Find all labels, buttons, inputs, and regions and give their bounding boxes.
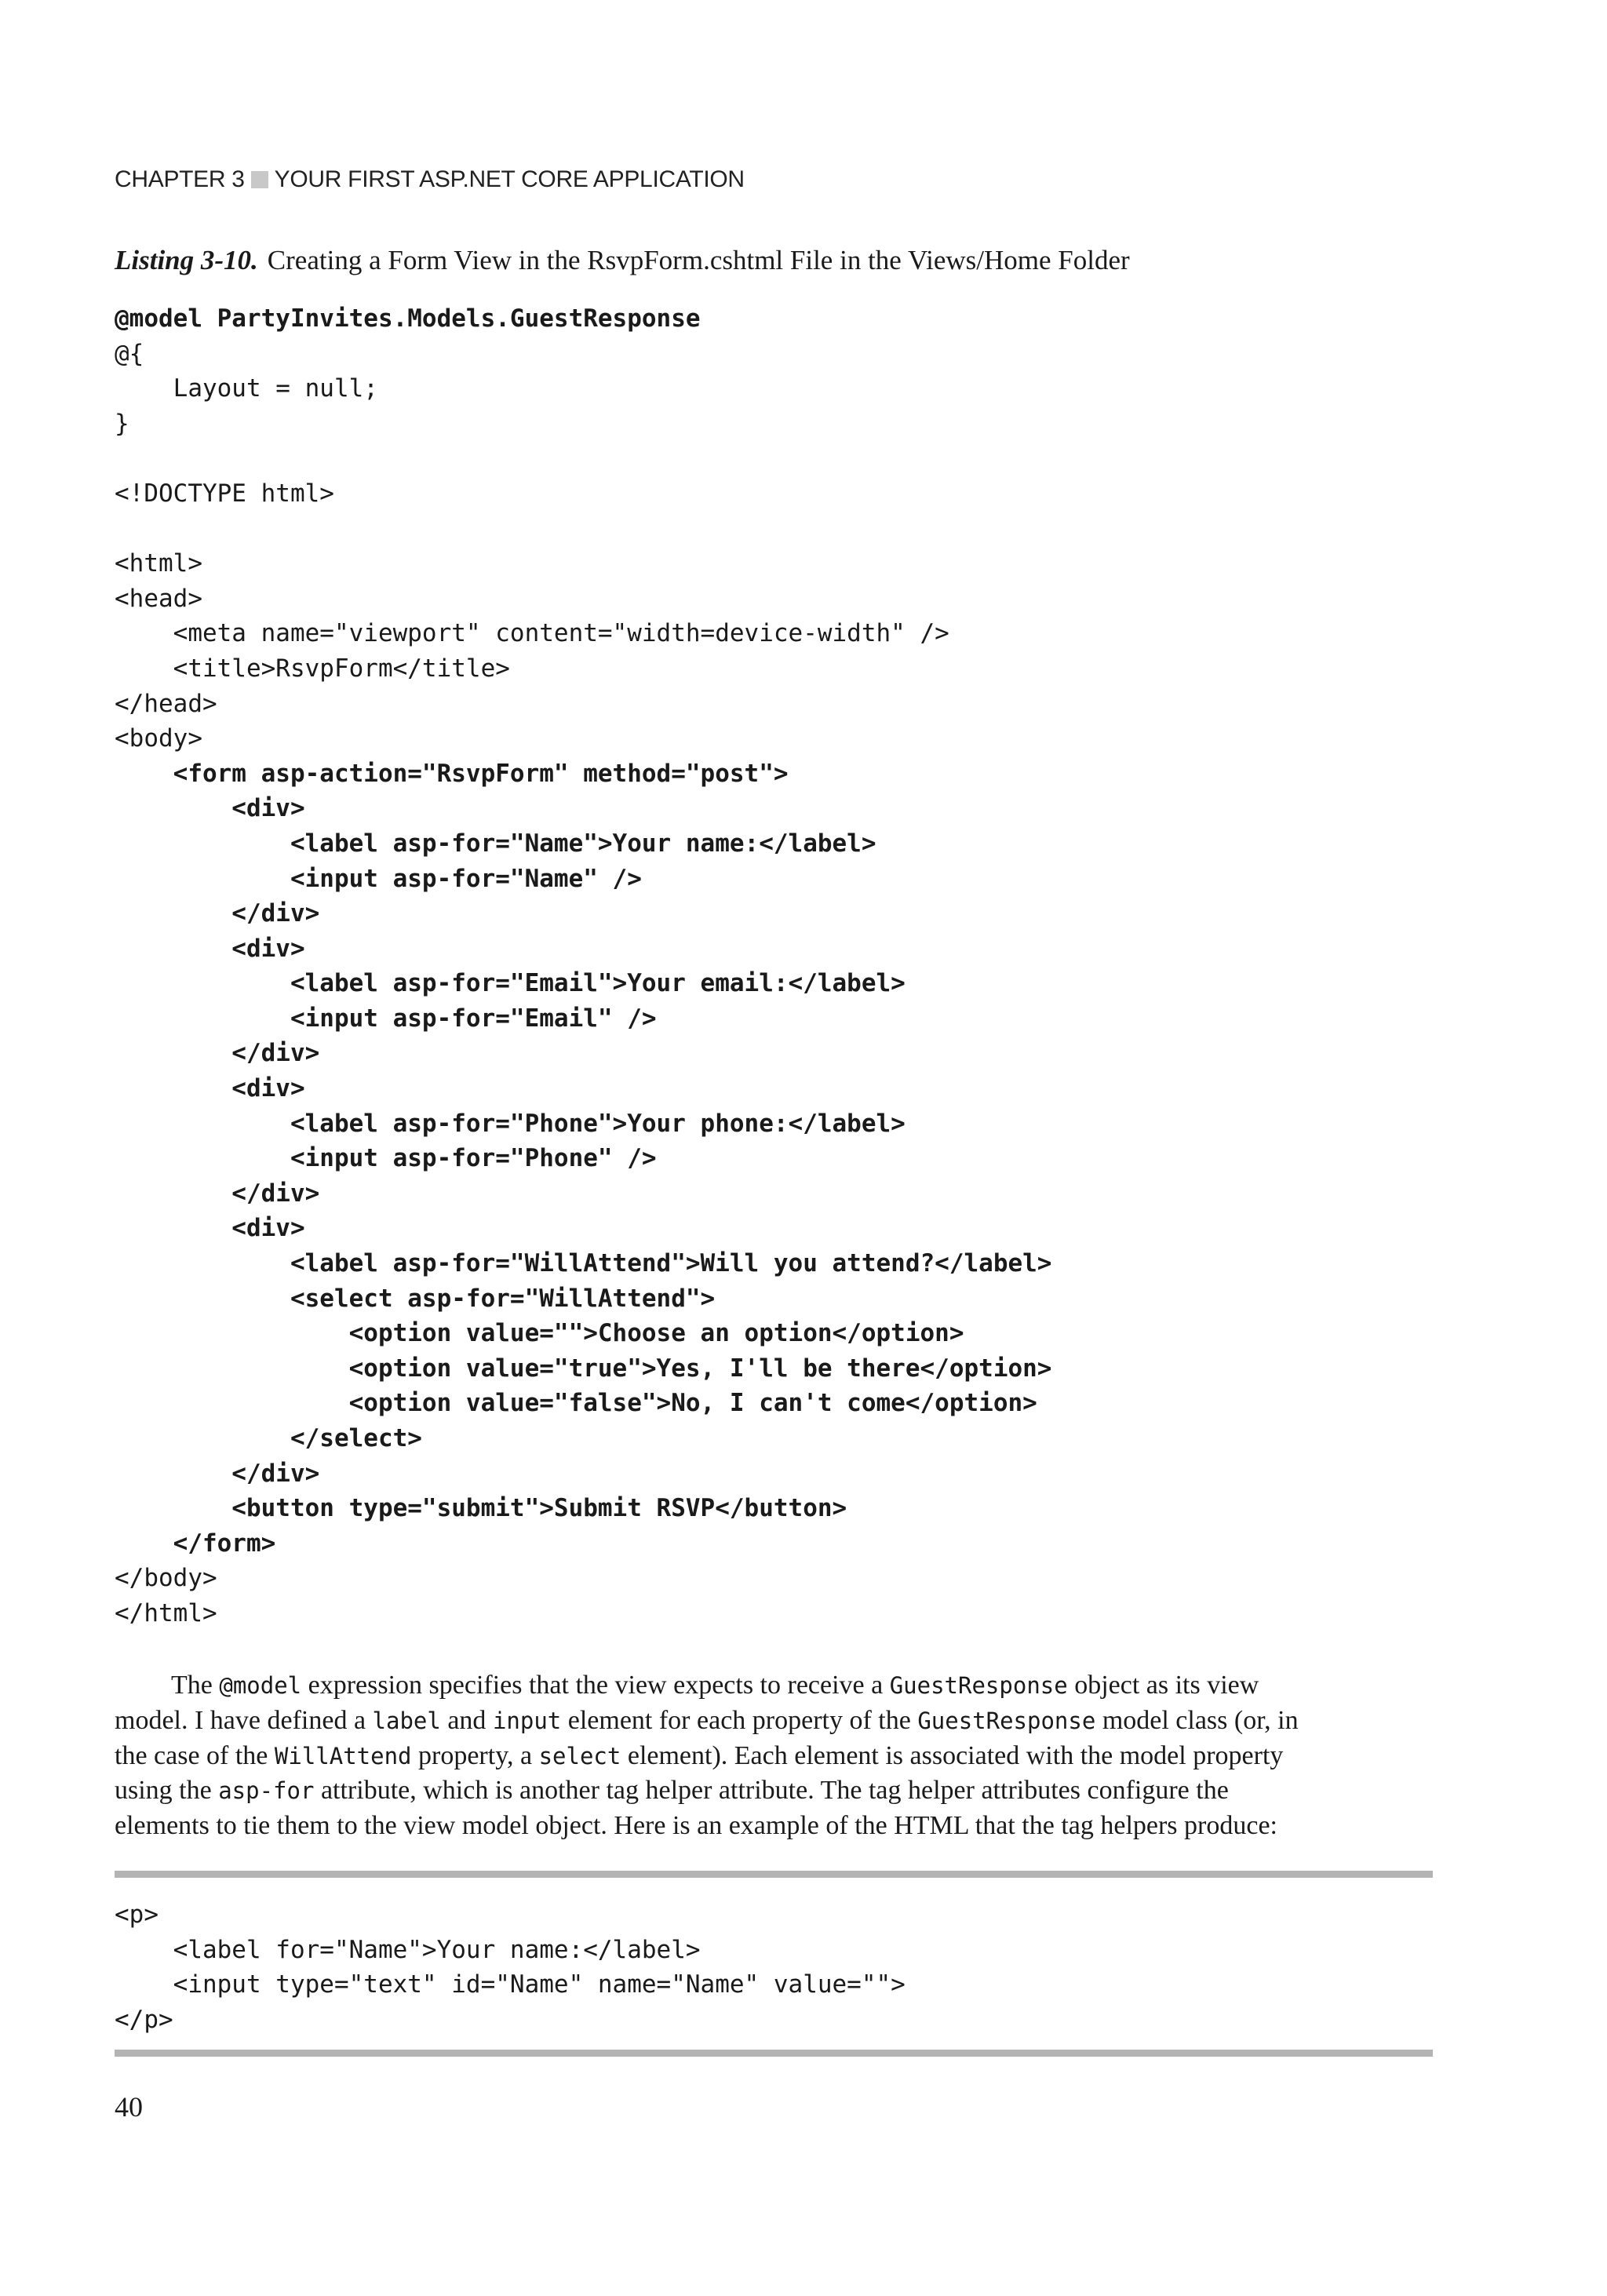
code-line: <option value="">Choose an option</option>	[115, 1319, 964, 1348]
running-head	[115, 166, 745, 193]
code-line: </div>	[115, 1179, 320, 1208]
code-line: </div>	[115, 1459, 320, 1488]
example-code-line: <input type="text" id="Name" name="Name" value="">	[115, 1970, 906, 1999]
code-line: @{	[115, 339, 144, 368]
code-line: <button type="submit">Submit RSVP</button>	[115, 1494, 847, 1523]
code-line: </head>	[115, 689, 217, 718]
page-number: 40	[115, 2091, 143, 2123]
listing-caption-text: Creating a Form View in the RsvpForm.cshtml File in the Views/Home Folder	[267, 245, 1130, 275]
code-line: <body>	[115, 724, 202, 753]
paragraph-line: The @model expression specifies that the view expects to receive a GuestResponse object as its view	[171, 1671, 1259, 1700]
chapter-title: YOUR FIRST ASP.NET CORE APPLICATION	[274, 166, 745, 192]
body-paragraph	[115, 1668, 1433, 1844]
paragraph-line: elements to tie them to the view model object. Here is an example of the HTML that the tag helpers produce:	[115, 1811, 1277, 1841]
inline-code: asp-for	[218, 1777, 315, 1805]
inline-code: GuestResponse	[917, 1707, 1096, 1734]
code-line: </select>	[115, 1424, 422, 1452]
inline-code: GuestResponse	[889, 1672, 1068, 1699]
code-line	[115, 512, 1051, 547]
code-line: <title>RsvpForm</title>	[115, 654, 510, 683]
paragraph-line: the case of the WillAttend property, a select element). Each element is associated with the model property	[115, 1740, 1284, 1770]
code-line: </body>	[115, 1564, 217, 1593]
code-line: <label asp-for="Name">Your name:</label>	[115, 829, 876, 858]
example-bottom-rule	[115, 2050, 1433, 2057]
example-top-rule	[115, 1871, 1433, 1878]
paragraph-line: using the asp-for attribute, which is another tag helper attribute. The tag helper attributes configure the	[115, 1776, 1229, 1806]
example-code-line: <label for="Name">Your name:</label>	[115, 1935, 701, 1964]
code-line: <head>	[115, 584, 202, 613]
code-line: <label asp-for="Email">Your email:</label>	[115, 969, 906, 998]
code-line: </form>	[115, 1529, 276, 1558]
example-code-line: </p>	[115, 2005, 173, 2034]
example-code-line: <p>	[115, 1901, 159, 1929]
code-line: <div>	[115, 934, 305, 963]
paragraph-line: model. I have defined a label and input element for each property of the GuestResponse model class (or, in	[115, 1705, 1299, 1735]
inline-code: select	[538, 1742, 621, 1769]
listing-caption	[115, 245, 1130, 276]
inline-code: input	[492, 1707, 562, 1734]
inline-code: label	[372, 1707, 441, 1734]
inline-code: WillAttend	[274, 1742, 412, 1769]
code-line: <select asp-for="WillAttend">	[115, 1284, 716, 1313]
code-line: </div>	[115, 1039, 320, 1068]
code-line: <!DOCTYPE html>	[115, 479, 334, 508]
code-line: @model PartyInvites.Models.GuestResponse	[115, 304, 701, 333]
listing-label: Listing 3-10.	[115, 245, 258, 275]
code-line: <meta name="viewport" content="width=device-width" />	[115, 619, 949, 648]
code-line: <div>	[115, 794, 305, 823]
example-code-block	[115, 1897, 906, 2037]
code-line: </html>	[115, 1598, 217, 1627]
code-line: <label asp-for="Phone">Your phone:</label>	[115, 1109, 906, 1138]
code-line: <form asp-action="RsvpForm" method="post">	[115, 759, 789, 788]
code-line: <option value="false">No, I can't come</option>	[115, 1389, 1037, 1418]
code-line: </div>	[115, 899, 320, 928]
code-line: }	[115, 409, 129, 438]
code-line: <label asp-for="WillAttend">Will you attend?</label>	[115, 1249, 1052, 1278]
code-line: <input asp-for="Phone" />	[115, 1144, 657, 1173]
chapter-number: CHAPTER 3	[115, 166, 245, 192]
code-line: Layout = null;	[115, 374, 378, 403]
code-line: <html>	[115, 549, 202, 578]
code-line: <input asp-for="Name" />	[115, 864, 642, 893]
code-listing	[115, 301, 1051, 1631]
code-line: <div>	[115, 1214, 305, 1243]
separator-square-icon	[251, 171, 268, 188]
inline-code: @model	[219, 1672, 302, 1699]
code-line: <option value="true">Yes, I'll be there</option>	[115, 1354, 1052, 1383]
code-line: <input asp-for="Email" />	[115, 1004, 657, 1033]
code-line	[115, 441, 1051, 476]
code-line: <div>	[115, 1074, 305, 1103]
